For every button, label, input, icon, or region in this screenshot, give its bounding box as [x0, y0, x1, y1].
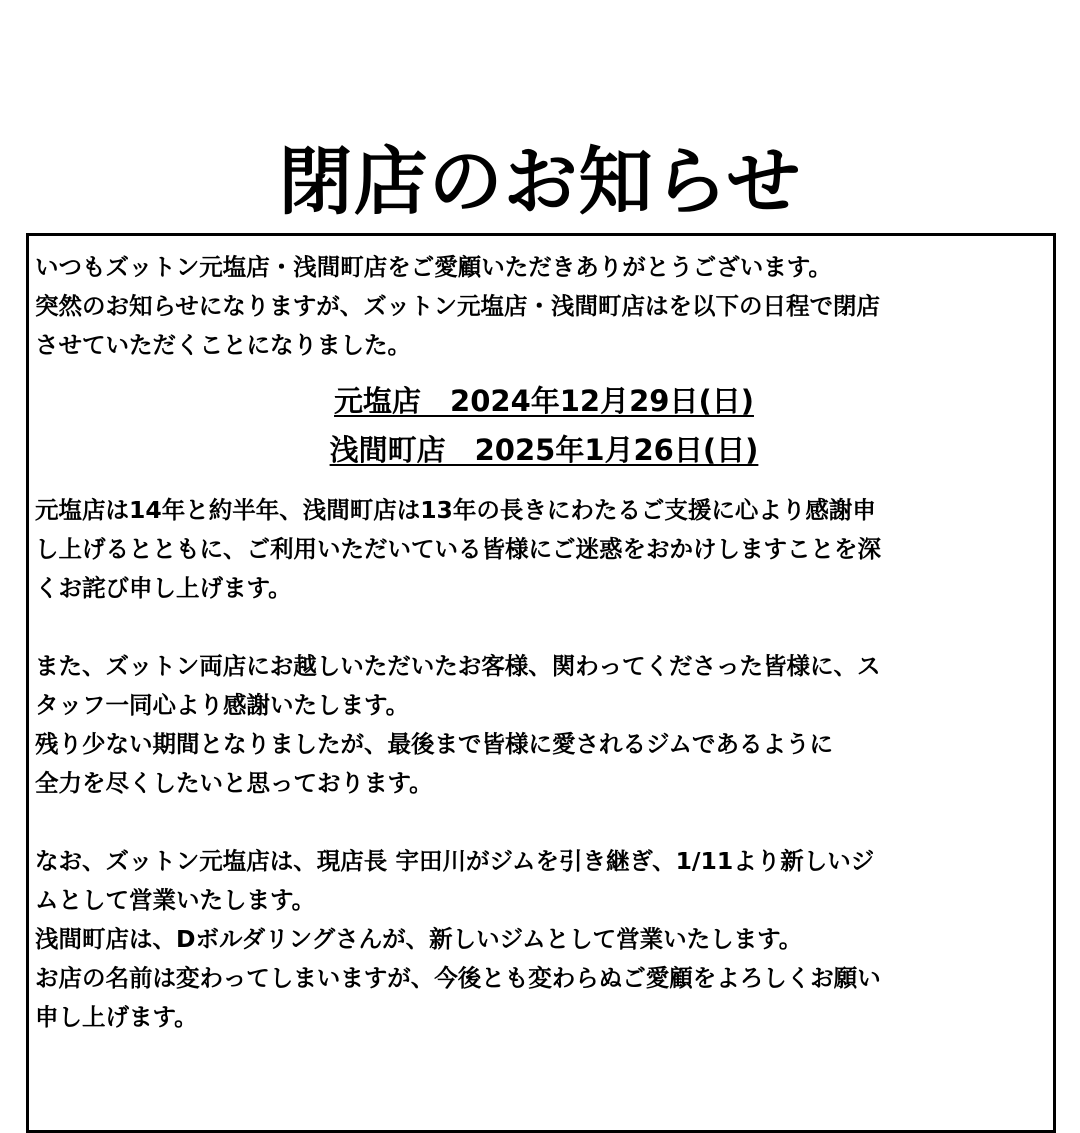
thanks-line: 残り少ない期間となりましたが、最後まで皆様に愛されるジムであるように	[35, 730, 834, 758]
succession-line: なお、ズットン元塩店は、現店長 宇田川がジムを引き継ぎ、1/11より新しいジ	[35, 847, 875, 875]
intro-line: させていただくことになりました。	[35, 331, 411, 359]
thanks-paragraph	[35, 647, 1053, 803]
gratitude-line: 元塩店は14年と約半年、浅間町店は13年の長きにわたるご支援に心より感謝申	[35, 496, 876, 524]
closing-date-motoshio: 元塩店 2024年12月29日(日)	[334, 384, 754, 418]
intro-line: いつもズットン元塩店・浅間町店をご愛顧いただきありがとうございます。	[35, 253, 832, 281]
succession-line: 申し上げます。	[35, 1003, 198, 1031]
closing-date-sengencho: 浅間町店 2025年1月26日(日)	[329, 433, 759, 467]
gratitude-line: くお詫び申し上げます。	[35, 574, 292, 602]
thanks-line: タッフ一同心より感謝いたします。	[35, 691, 410, 719]
succession-line: 浅間町店は、Dボルダリングさんが、新しいジムとして営業いたします。	[35, 925, 803, 953]
page-title: 閉店のお知らせ	[278, 138, 802, 225]
succession-paragraph	[35, 842, 1053, 1037]
notice-box	[26, 233, 1056, 1133]
gratitude-line: し上げるとともに、ご利用いただいている皆様にご迷惑をおかけしますことを深	[35, 535, 881, 563]
paragraph-spacer	[35, 608, 1053, 647]
intro-paragraph	[35, 248, 1053, 365]
succession-line: ムとして営業いたします。	[35, 886, 316, 914]
thanks-line: 全力を尽くしたいと思っております。	[35, 769, 433, 797]
closing-dates	[35, 377, 1053, 475]
thanks-line: また、ズットン両店にお越しいただいたお客様、関わってくださった皆様に、ス	[35, 652, 881, 680]
intro-line: 突然のお知らせになりますが、ズットン元塩店・浅間町店はを以下の日程で閉店	[35, 292, 881, 320]
gratitude-paragraph	[35, 491, 1053, 608]
succession-line: お店の名前は変わってしまいますが、今後とも変わらぬご愛顧をよろしくお願い	[35, 964, 881, 992]
paragraph-spacer	[35, 803, 1053, 842]
